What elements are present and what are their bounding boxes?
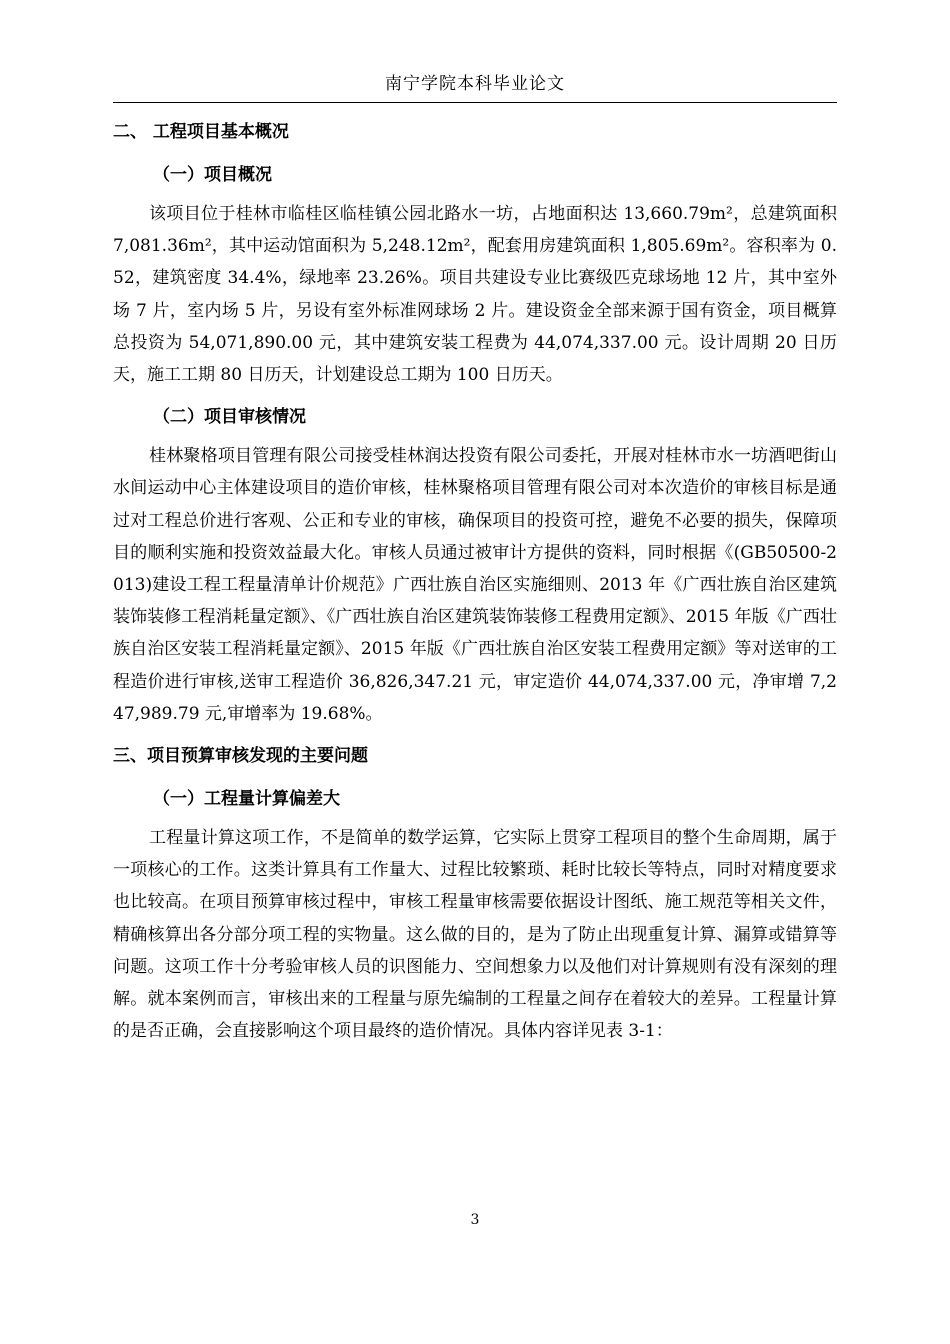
subsection-heading-3-1: （一）工程量计算偏差大 [153,789,340,810]
paragraph-audit-status: 桂林聚格项目管理有限公司接受桂林润达投资有限公司委托，开展对桂林市水一坊酒吧街山水间运动中心主体建设项目的造价审核，桂林聚格项目管理有限公司对本次造价的审核目标是通过对工程总价进行客观、公正和专业的审核，确保项目的投资可控，避免不必要的损失，保障项目的顺利实施和投资效益最大化。审核人员通过被审计方提供的资料，同时根据《(GB50500-2013)建设工程工程量清单计价规范》广西壮族自治区实施细则、2013 年《广西壮族自治区建筑装饰装修工程消耗量定额》、《广西壮族自治区建筑装饰装修工程费用定额》、2015 年版《广西壮族自治区安装工程消耗量定额》、2015 年版《广西壮族自治区安装工程费用定额》等对送审的工程造价进行审核,送审工程造价 36,826,347.21 元，审定造价 44,074,337.00 元，净审增 7,247,989.79 元,审增率为 19.68%。 [113,446,837,724]
main-content [113,116,837,1047]
paragraph-quantity-deviation: 工程量计算这项工作，不是简单的数学运算，它实际上贯穿工程项目的整个生命周期，属于一项核心的工作。这类计算具有工作量大、过程比较繁琐、耗时比较长等特点，同时对精度要求也比较高。在项目预算审核过程中，审核工程量审核需要依据设计图纸、施工规范等相关文件，精确核算出各分部分项工程的实物量。这么做的目的，是为了防止出现重复计算、漏算或错算等问题。这项工作十分考验审核人员的识图能力、空间想象力以及他们对计算规则有没有深刻的理解。就本案例而言，审核出来的工程量与原先编制的工程量之间存在着较大的差异。工程量计算的是否正确，会直接影响这个项目最终的造价情况。具体内容详见表 3-1： [113,828,837,1042]
page-number: 3 [470,1212,480,1228]
subsection-heading-2-2: （二）项目审核情况 [153,407,306,428]
section-heading-2: 二、 工程项目基本概况 [113,122,289,142]
subsection-heading-2-1: （一）项目概况 [153,165,272,185]
header-divider [113,102,837,103]
page-header-title: 南宁学院本科毕业论文 [385,74,565,94]
paragraph-project-overview: 该项目位于桂林市临桂区临桂镇公园北路水一坊，占地面积达 13,660.79m²，总建筑面积 7,081.36m²，其中运动馆面积为 5,248.12m²，配套用房建筑面积 1,805.69m²。容积率为 0.52，建筑密度 34.4%，绿地率 23.26%。项目共建设专业比赛级匹克球场地 12 片，其中室外场 7 片，室内场 5 片，另设有室外标准网球场 2 片。建设资金全部来源于国有资金，项目概算总投资为 54,071,890.00 元，其中建筑安装工程费为 44,074,337.00 元。设计周期 20 日历天，施工工期 80 日历天，计划建设总工期为 100 日历天。 [113,204,837,386]
section-heading-3: 三、项目预算审核发现的主要问题 [113,746,368,767]
